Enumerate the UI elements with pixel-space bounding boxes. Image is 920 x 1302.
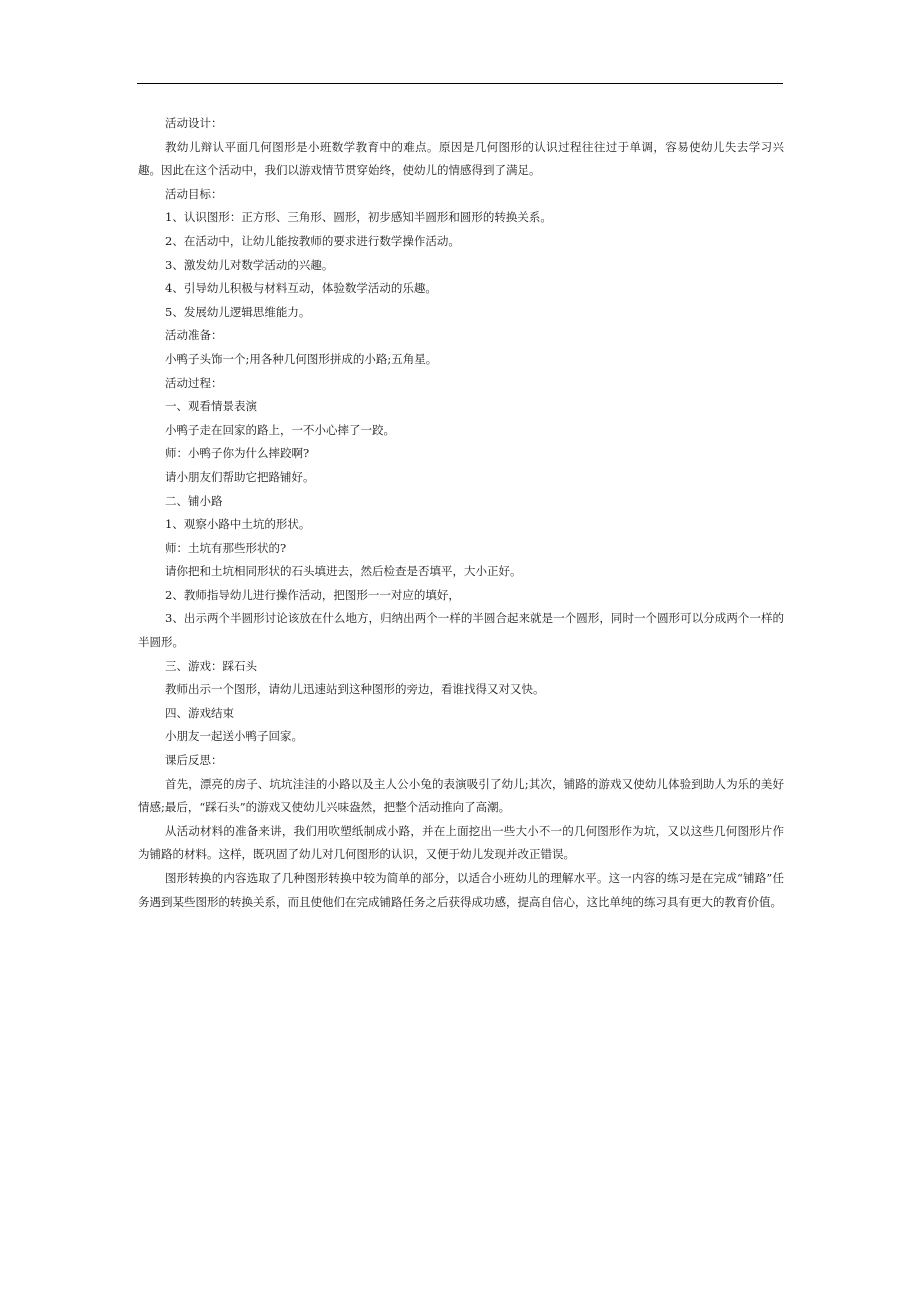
prep-text: 小鸭子头饰一个;用各种几何图形拼成的小路;五角星。 [165, 351, 438, 366]
goal-item-4: 4、引导幼儿积极与材料互动，体验数学活动的乐趣。 [165, 281, 437, 296]
reflection-paragraph-2: 从活动材料的准备来讲，我们用吹塑纸制成小路，并在上面挖出一些大小不一的几何图形作为坑，又以这些几何图形片作为铺路的材料。这样，既巩固了幼儿对几何图形的认识，又便于幼儿发现并改正错误。 [138, 823, 784, 862]
document-body [138, 112, 784, 914]
goal-item-2: 2、在活动中，让幼儿能按教师的要求进行数学操作活动。 [165, 233, 460, 248]
section-4-text: 小朋友一起送小鸭子回家。 [165, 729, 303, 744]
goal-item-5: 5、发展幼儿逻辑思维能力。 [165, 304, 311, 319]
section-2-line-3: 请你把和土坑相同形状的石头填进去，然后检查是否填平，大小正好。 [165, 564, 522, 579]
goal-item-3: 3、激发幼儿对数学活动的兴趣。 [165, 257, 334, 272]
section-2-line-2: 师：土坑有那些形状的? [165, 540, 287, 555]
reflection-paragraph-3: 图形转换的内容选取了几种图形转换中较为简单的部分，以适合小班幼儿的理解水平。这一内容的练习是在完成“铺路”任务遇到某些图形的转换关系，而且使他们在完成铺路任务之后获得成功感，提高自信心，这比单纯的练习具有更大的教育价值。 [138, 871, 784, 909]
section-1-line-2: 师：小鸭子你为什么摔跤啊? [165, 446, 310, 461]
section-2-title: 二、铺小路 [165, 493, 223, 508]
reflection-paragraph-1: 首先，漂亮的房子、坑坑洼洼的小路以及主人公小兔的表演吸引了幼儿;其次，铺路的游戏又使幼儿体验到助人为乐的美好情感;最后，“踩石头”的游戏又使幼儿兴味盎然，把整个活动推向了高潮。 [138, 776, 784, 815]
section-2-step-1: 1、观察小路中土坑的形状。 [165, 517, 311, 532]
section-4-title: 四、游戏结束 [165, 705, 234, 720]
section-2-step-3: 3、出示两个半圆形讨论该放在什么地方，归纳出两个一样的半圆合起来就是一个圆形，同时一个圆形可以分成两个一样的半圆形。 [138, 611, 784, 650]
heading-activity-prep: 活动准备： [165, 328, 223, 343]
section-1-line-3: 请小朋友们帮助它把路铺好。 [165, 469, 315, 484]
section-1-title: 一、观看情景表演 [165, 399, 257, 414]
header-rule [137, 83, 783, 84]
section-2-step-2: 2、教师指导幼儿进行操作活动，把图形一一对应的填好， [165, 587, 460, 602]
section-3-title: 三、游戏：踩石头 [165, 658, 257, 673]
heading-activity-goals: 活动目标： [165, 186, 223, 201]
goal-item-1: 1、认识图形：正方形、三角形、圆形，初步感知半圆形和圆形的转换关系。 [165, 210, 552, 225]
section-1-line-1: 小鸭子走在回家的路上，一不小心摔了一跤。 [165, 422, 395, 437]
section-3-text: 教师出示一个图形，请幼儿迅速站到这种图形的旁边，看谁找得又对又快。 [165, 682, 545, 697]
paragraph-design-text: 教幼儿辩认平面几何图形是小班数学教育中的难点。原因是几何图形的认识过程往往过于单调，容易使幼儿失去学习兴趣。因此在这个活动中，我们以游戏情节贯穿始终，使幼儿的情感得到了满足。 [138, 139, 784, 178]
heading-activity-process: 活动过程： [165, 375, 223, 390]
heading-reflection: 课后反思： [165, 753, 223, 768]
heading-activity-design: 活动设计： [165, 116, 223, 130]
